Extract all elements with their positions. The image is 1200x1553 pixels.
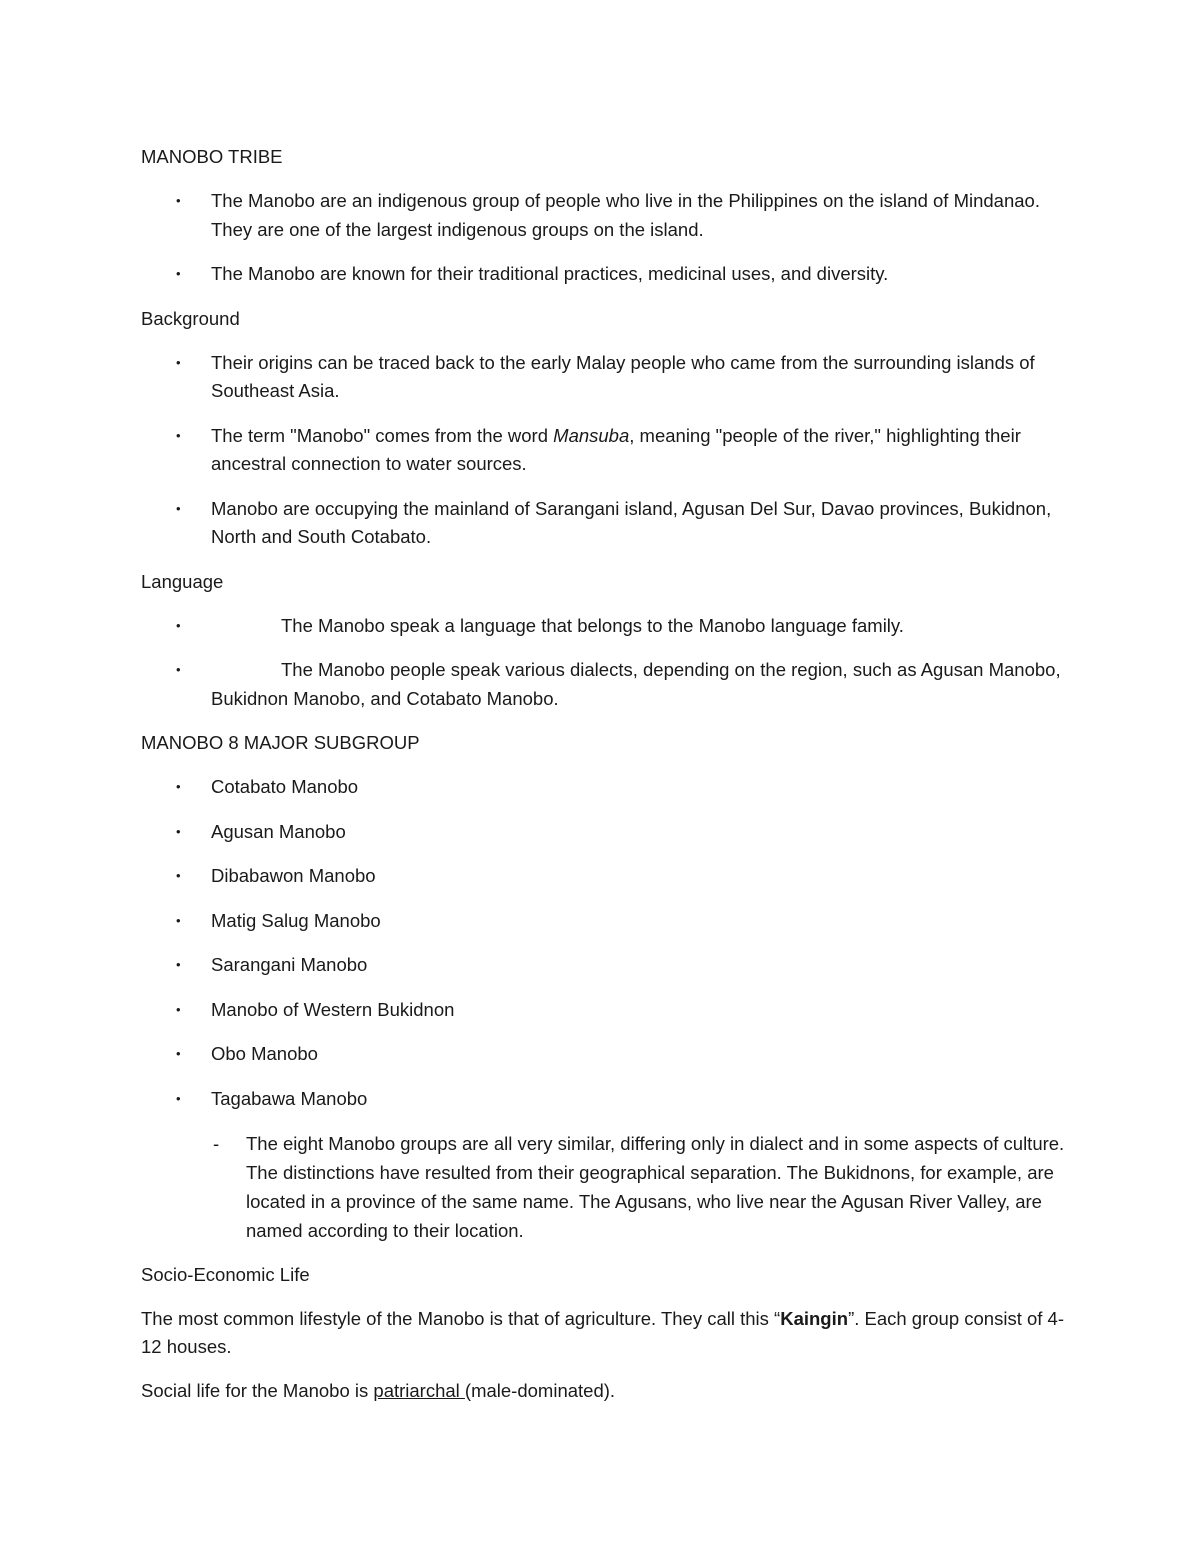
paragraph-text-pre: The most common lifestyle of the Manobo is that of agriculture. They call this “ <box>141 1308 781 1329</box>
list-item <box>141 907 1071 936</box>
bullet-icon: • <box>176 617 181 633</box>
bullet-icon: • <box>176 823 181 839</box>
list-item <box>141 818 1071 847</box>
dash-marker: - <box>213 1133 220 1154</box>
bullet-icon: • <box>176 266 181 281</box>
list-item <box>141 495 1071 552</box>
background-list <box>141 349 1071 552</box>
italic-term: Mansuba <box>553 424 630 446</box>
list-item-text: Tagabawa Manobo <box>211 1087 368 1109</box>
list-item <box>141 656 1071 713</box>
paragraph-text-post: (male-dominated). <box>464 1380 616 1401</box>
list-item-text: The eight Manobo groups are all very similar, differing only in dialect and in some aspects of culture. The distinctions have resulted from their geographical separation. The Bukidnons, for example, are located in a province of the same name. The Agusans, who live near the Agusan River Valley, are named according to their location. <box>246 1133 1065 1241</box>
subgroups-list <box>141 773 1071 1113</box>
list-item <box>141 1129 1071 1245</box>
list-item-text: Obo Manobo <box>211 1043 318 1064</box>
bullet-icon: • <box>176 868 181 883</box>
list-item-text-pre: The term "Manobo" comes from the word <box>211 424 554 446</box>
bullet-icon: • <box>176 957 181 972</box>
bullet-icon: • <box>176 1001 181 1017</box>
list-item-text: Manobo are occupying the mainland of Sarangani island, Agusan Del Sur, Davao provinces, Bukidnon, North and South Cotabato. <box>211 497 1052 547</box>
section-heading-language: Language <box>141 570 224 592</box>
document-body <box>141 143 1071 1421</box>
bullet-icon: • <box>176 500 181 516</box>
list-item <box>141 187 1071 244</box>
section-heading-background: Background <box>141 307 240 329</box>
bold-term: Kaingin <box>780 1308 849 1329</box>
list-item <box>141 996 1071 1025</box>
list-item <box>141 1085 1071 1114</box>
list-item <box>141 862 1071 891</box>
paragraph-social-life <box>141 1377 1071 1405</box>
list-item-text: Dibabawon Manobo <box>211 865 376 886</box>
bullet-icon: • <box>176 193 181 208</box>
section-heading-socio-economic: Socio-Economic Life <box>141 1264 310 1285</box>
subgroups-note-list <box>141 1129 1071 1245</box>
list-item <box>141 1040 1071 1069</box>
intro-list <box>141 187 1071 289</box>
list-item-text: The Manobo are known for their traditional practices, medicinal uses, and diversity. <box>211 263 889 284</box>
list-item <box>141 612 1071 641</box>
document-title: MANOBO TRIBE <box>141 146 283 167</box>
list-item-text: Cotabato Manobo <box>211 776 359 797</box>
section-heading-subgroups: MANOBO 8 MAJOR SUBGROUP <box>141 732 420 753</box>
bullet-icon: • <box>176 662 181 677</box>
paragraph-text-post: ”. Each group consist of 4-12 houses. <box>141 1308 1065 1357</box>
language-list <box>141 612 1071 714</box>
bullet-icon: • <box>176 1046 181 1061</box>
list-item-text-post: , meaning "people of the river," highlighting their ancestral connection to water sources. <box>211 424 1021 474</box>
paragraph-text-pre: Social life for the Manobo is <box>141 1380 374 1401</box>
list-item-text: The Manobo people speak various dialects, depending on the region, such as Agusan Manobo, Bukidnon Manobo, and Cotabato Manobo. <box>211 659 1061 709</box>
list-item-text: Agusan Manobo <box>211 820 346 842</box>
list-item <box>141 773 1071 802</box>
list-item-text: Matig Salug Manobo <box>211 909 381 931</box>
bullet-icon: • <box>176 779 181 794</box>
bullet-icon: • <box>176 1090 181 1106</box>
list-item-text: Sarangani Manobo <box>211 954 368 975</box>
list-item <box>141 349 1071 406</box>
list-item <box>141 260 1071 289</box>
bullet-icon: • <box>176 912 181 928</box>
list-item <box>141 951 1071 980</box>
underlined-term: patriarchal <box>373 1380 465 1401</box>
list-item-text: Manobo of Western Bukidnon <box>211 998 455 1020</box>
bullet-icon: • <box>176 354 181 370</box>
list-item-text: The Manobo are an indigenous group of people who live in the Philippines on the island of Mindanao. They are one of the largest indigenous groups on the island. <box>211 190 1040 240</box>
paragraph-agriculture <box>141 1305 1071 1361</box>
list-item-text: The Manobo speak a language that belongs to the Manobo language family. <box>281 614 904 636</box>
list-item-text: Their origins can be traced back to the early Malay people who came from the surrounding islands of Southeast Asia. <box>211 351 1035 401</box>
list-item <box>141 422 1071 479</box>
bullet-icon: • <box>176 427 181 443</box>
